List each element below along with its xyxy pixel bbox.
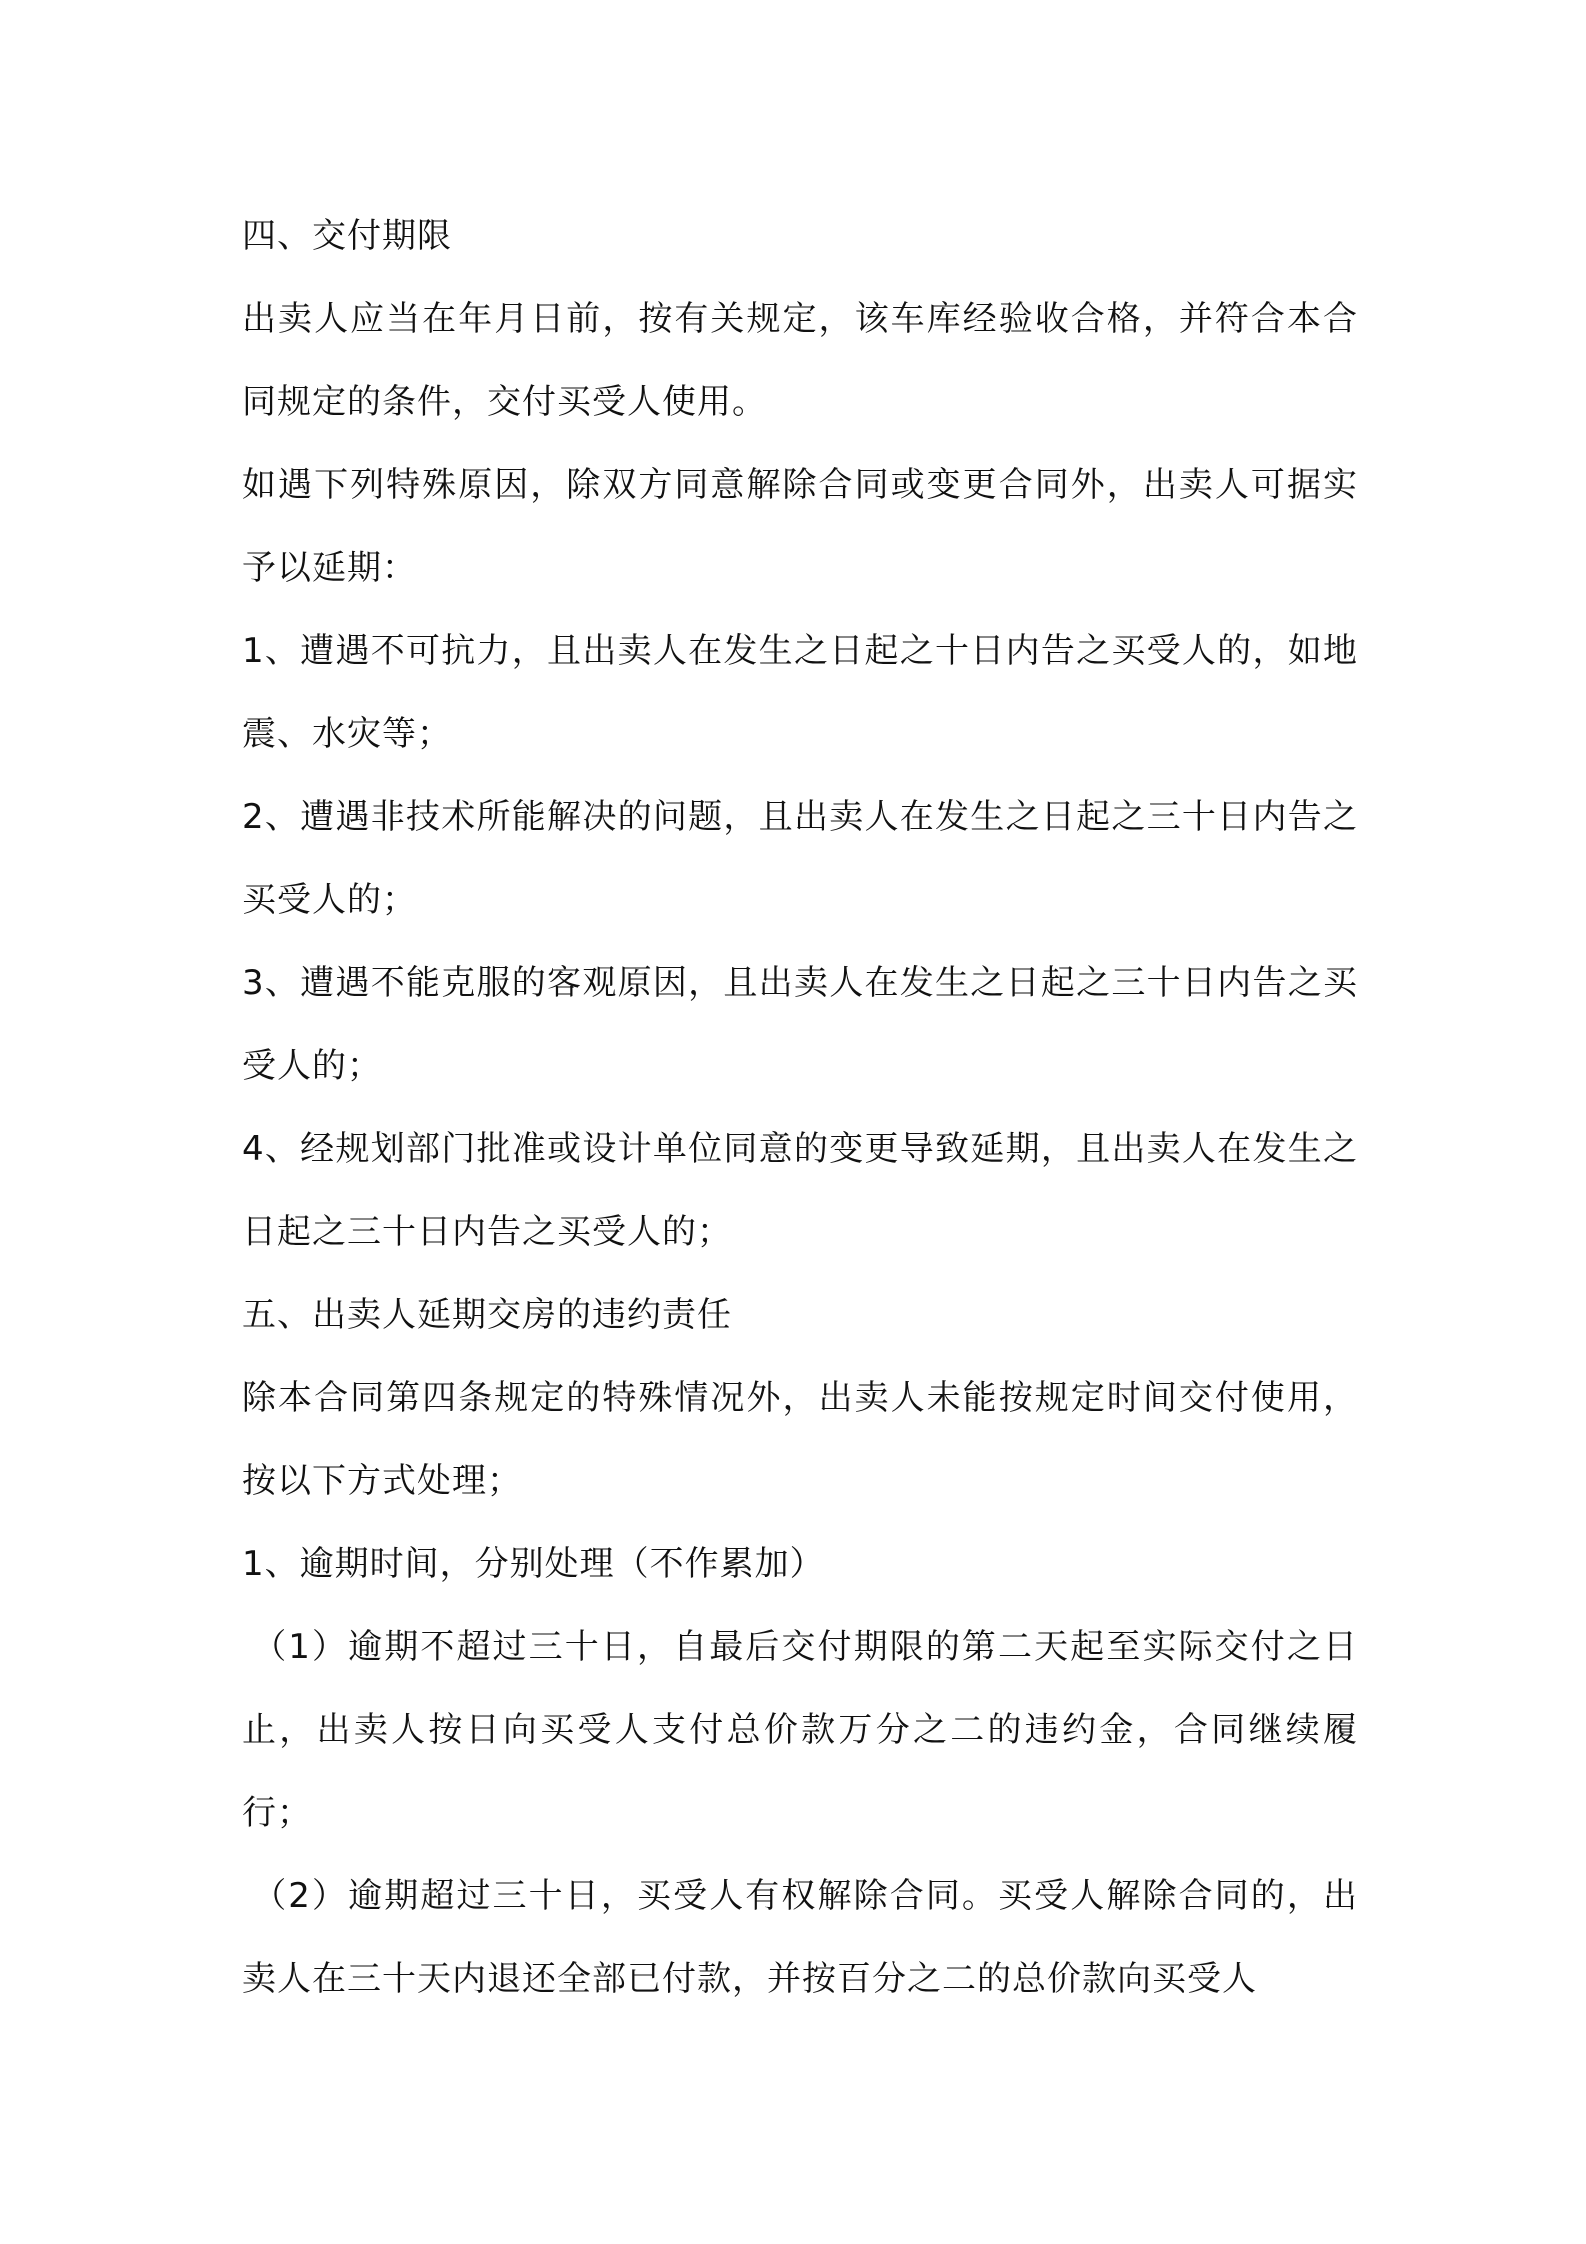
paragraph-special-reasons: 如遇下列特殊原因，除双方同意解除合同或变更合同外，出卖人可据实予以延期： [242, 465, 1358, 588]
list-item-planning-change: 4、经规划部门批准或设计单位同意的变更导致延期，且出卖人在发生之日起之三十日内告之买受人的； [242, 1129, 1358, 1252]
list-item-force-majeure: 1、遭遇不可抗力，且出卖人在发生之日起之十日内告之买受人的，如地震、水灾等； [242, 631, 1358, 754]
paragraph-breach-handling: 除本合同第四条规定的特殊情况外，出卖人未能按规定时间交付使用，按以下方式处理； [242, 1378, 1358, 1501]
list-item-objective-reason: 3、遭遇不能克服的客观原因，且出卖人在发生之日起之三十日内告之买受人的； [242, 963, 1358, 1086]
document-body [242, 195, 1358, 2021]
sub-item-overdue-over-30: （2）逾期超过三十日，买受人有权解除合同。买受人解除合同的，出卖人在三十天内退还全部已付款，并按百分之二的总价款向买受人 [242, 1876, 1358, 1999]
list-item-technical-issue: 2、遭遇非技术所能解决的问题，且出卖人在发生之日起之三十日内告之买受人的； [242, 797, 1358, 920]
section-heading-breach-liability: 五、出卖人延期交房的违约责任 [242, 1295, 732, 1335]
list-item-overdue-time: 1、逾期时间，分别处理（不作累加） [242, 1544, 825, 1584]
sub-item-overdue-within-30: （1）逾期不超过三十日，自最后交付期限的第二天起至实际交付之日止，出卖人按日向买受人支付总价款万分之二的违约金，合同继续履行； [242, 1627, 1358, 1833]
paragraph-delivery-date: 出卖人应当在年月日前，按有关规定，该车库经验收合格，并符合本合同规定的条件，交付买受人使用。 [242, 299, 1358, 422]
section-heading-delivery-term: 四、交付期限 [242, 216, 452, 256]
